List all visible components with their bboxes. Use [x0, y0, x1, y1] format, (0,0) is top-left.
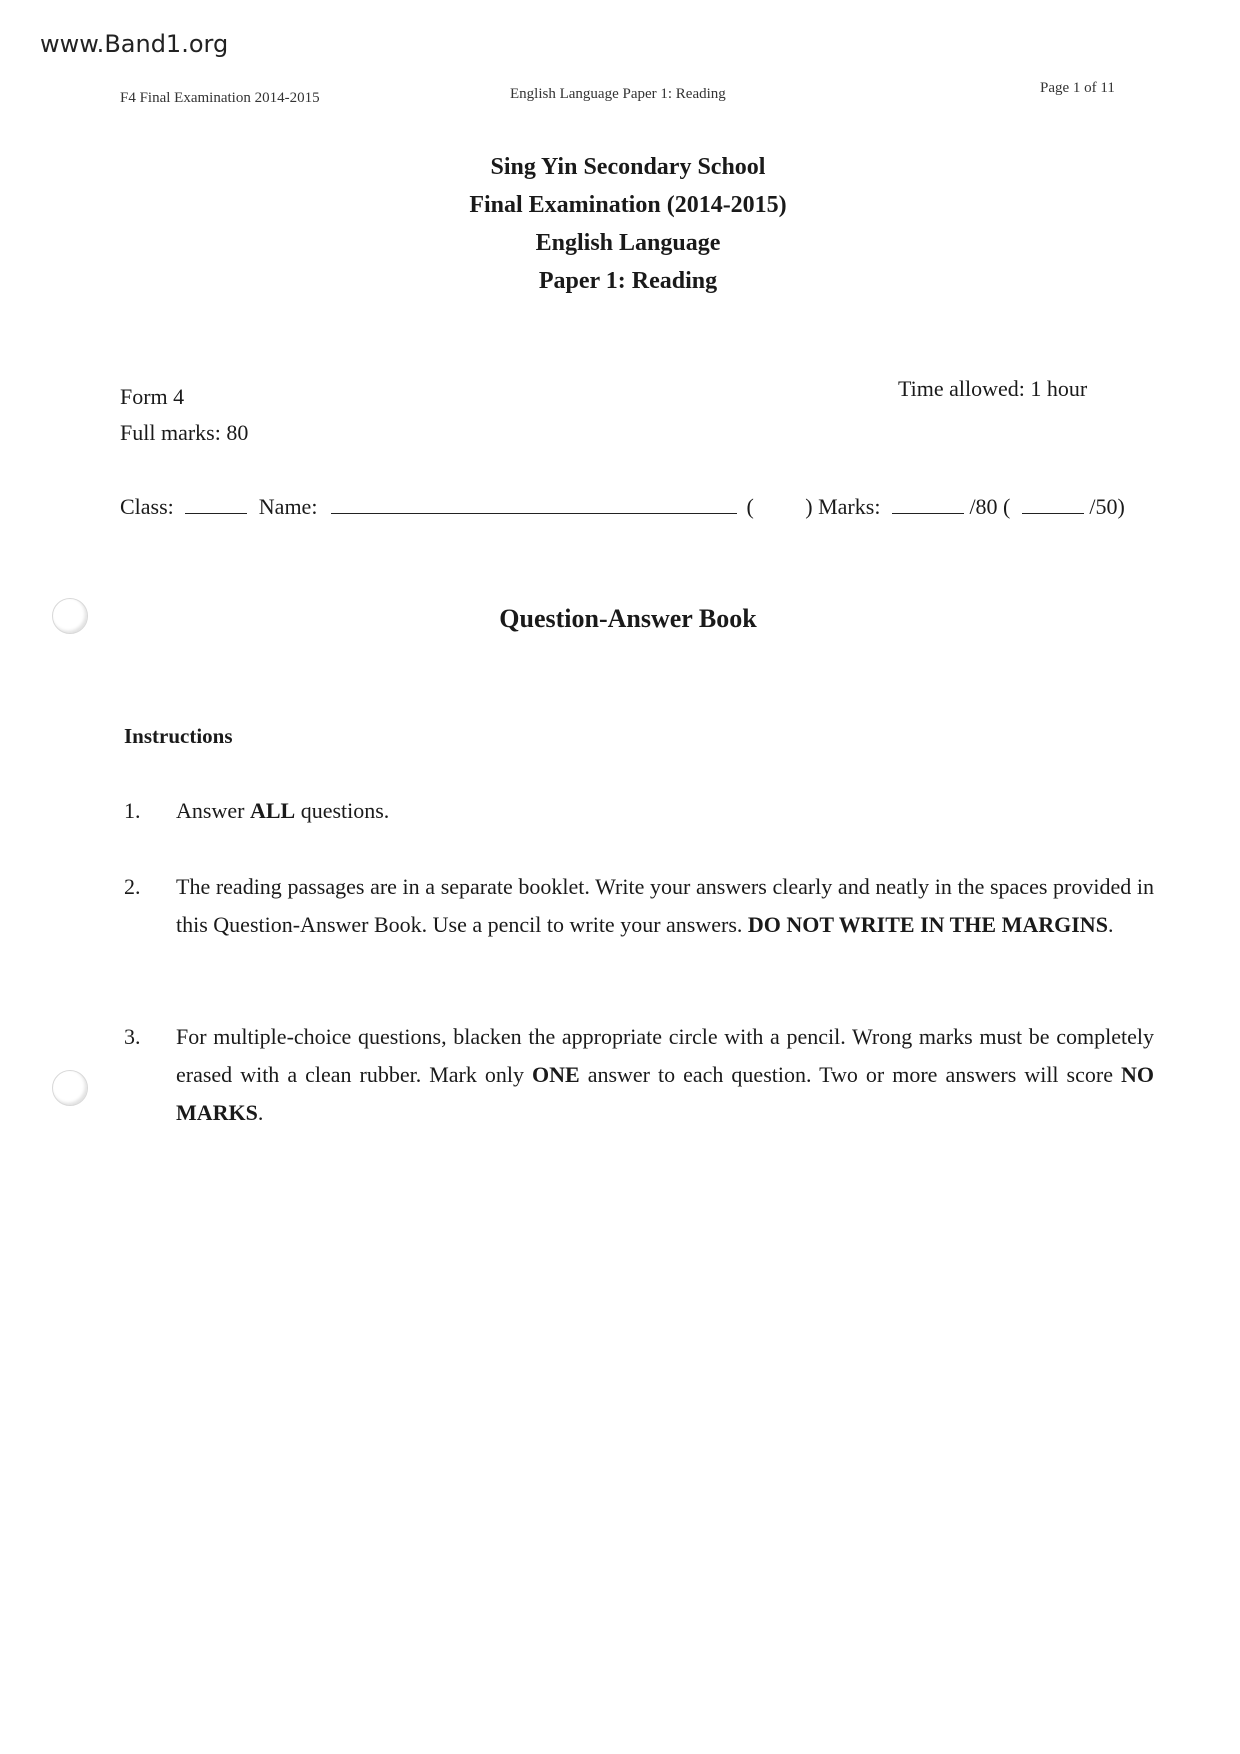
- form-level: Form 4: [120, 384, 185, 409]
- header-page-number: Page 1 of 11: [1040, 80, 1115, 96]
- instruction-number: 3.: [124, 1024, 141, 1049]
- instruction-text: Answer ALL questions.: [176, 798, 390, 823]
- instruction-item: [124, 1018, 1154, 1132]
- instruction-item: [124, 868, 1154, 944]
- header-exam-name: F4 Final Examination 2014-2015: [120, 90, 320, 106]
- name-blank[interactable]: [331, 495, 737, 514]
- instruction-text: For multiple-choice questions, blacken the appropriate circle with a pencil. Wrong marks must be completely erased with a clean rubber. Mark only ONE answer to each question. Two or more answers will score NO MARKS.: [176, 1024, 1154, 1125]
- school-name: Sing Yin Secondary School: [490, 154, 766, 180]
- marks-80-total: /80 (: [969, 494, 1011, 519]
- watermark-url: www.Band1.org: [40, 30, 229, 58]
- marks-50-total: /50): [1089, 494, 1125, 519]
- name-label: Name:: [258, 494, 318, 519]
- exam-name: Final Examination (2014-2015): [469, 192, 787, 218]
- instructions-heading: Instructions: [124, 724, 233, 748]
- paper-name: Paper 1: Reading: [538, 268, 718, 294]
- book-title: Question-Answer Book: [499, 604, 757, 633]
- class-label: Class:: [120, 494, 174, 519]
- punch-hole-mark: [52, 598, 88, 634]
- time-allowed: Time allowed: 1 hour: [898, 376, 1088, 401]
- title-block: [0, 148, 1240, 300]
- punch-hole-mark: [52, 1070, 88, 1106]
- marks-80-blank[interactable]: [892, 495, 964, 514]
- instruction-number: 1.: [124, 798, 141, 823]
- marks-50-blank[interactable]: [1022, 495, 1084, 514]
- student-info-line: [120, 494, 1125, 520]
- instruction-number: 2.: [124, 874, 141, 899]
- subject-name: English Language: [535, 230, 721, 256]
- instruction-item: [124, 792, 1154, 830]
- instruction-text: The reading passages are in a separate booklet. Write your answers clearly and neatly in the spaces provided in this Question-Answer Book. Use a pencil to write your answers. DO NOT WRITE IN THE MARGINS.: [176, 874, 1154, 937]
- class-blank[interactable]: [185, 495, 247, 514]
- full-marks: Full marks: 80: [120, 420, 249, 445]
- class-number-open-paren: (: [746, 494, 754, 519]
- header-paper-name: English Language Paper 1: Reading: [510, 86, 726, 102]
- marks-label: ) Marks:: [805, 494, 881, 519]
